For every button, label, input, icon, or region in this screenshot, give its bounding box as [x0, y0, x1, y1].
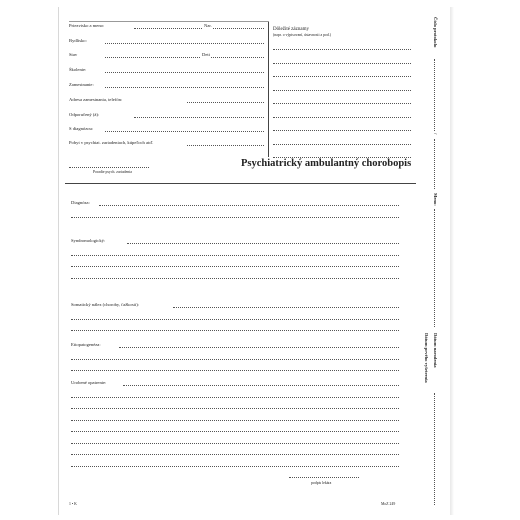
- side-label-protocol: Číslo protokolu: [433, 17, 438, 48]
- header-field-line[interactable]: [187, 102, 264, 103]
- header-field-label: Pobyt v psychiat. zariadeniach, kúpeľoch atď.: [69, 140, 154, 145]
- section-label: Urobené opatrenie:: [71, 380, 107, 385]
- notes-line[interactable]: [273, 49, 411, 50]
- section-line[interactable]: [71, 431, 399, 432]
- header-field-label: Školenie:: [69, 67, 87, 72]
- side-strip: [416, 7, 451, 515]
- header-divider: [268, 21, 269, 157]
- section-line[interactable]: [71, 255, 399, 256]
- notes-line[interactable]: [273, 117, 411, 118]
- side-label-first-exam: Dátum prvého vyšetrenia: [424, 333, 429, 383]
- section-line[interactable]: [71, 370, 399, 371]
- side-line-birth: [434, 393, 435, 505]
- signature-caption: podpis lekára: [311, 481, 332, 485]
- side-line-name: [434, 209, 435, 327]
- notes-line[interactable]: [273, 144, 411, 145]
- header-field-label: Odporučený (á):: [69, 112, 100, 117]
- footer-right: MoZ 249: [381, 502, 396, 506]
- header-field-line[interactable]: [105, 57, 264, 58]
- header-field-line[interactable]: [105, 43, 264, 44]
- header-field-label: Priezvisko a meno:: [69, 23, 105, 28]
- notes-line[interactable]: [273, 130, 411, 131]
- page-edge-shadow: [450, 7, 454, 515]
- section-line[interactable]: [71, 408, 399, 409]
- header-field-line[interactable]: [187, 145, 264, 146]
- section-line[interactable]: [71, 217, 399, 218]
- header-field-line[interactable]: [134, 28, 264, 29]
- notes-line[interactable]: [273, 90, 411, 91]
- section-line[interactable]: [119, 347, 399, 348]
- header-field-label: Stav: [69, 52, 78, 57]
- section-line[interactable]: [123, 385, 399, 386]
- notes-line[interactable]: [273, 76, 411, 77]
- section-label: Syndromologický:: [71, 238, 106, 243]
- section-label: Etiopatogenéza:: [71, 342, 101, 347]
- notes-title: Dôležité záznamy: [273, 27, 309, 32]
- side-label-birth: Dátum narodenia: [433, 333, 438, 368]
- side-line-protocol-2: [434, 139, 435, 189]
- header-field-label: Zamestnanie:: [69, 82, 94, 87]
- header-field-line[interactable]: [105, 131, 264, 132]
- record-number-caption: Poradie psych. zariadenia: [93, 170, 132, 174]
- form-sheet: [58, 7, 418, 515]
- section-line[interactable]: [99, 205, 399, 206]
- section-line[interactable]: [71, 454, 399, 455]
- footer-left: 1 • K: [69, 502, 77, 506]
- section-label: Somatický nález (choroby, ťažkosti):: [71, 302, 139, 307]
- side-line-protocol: [434, 59, 435, 131]
- header-top-rule: [69, 21, 269, 22]
- header-field-label: Bydlisko:: [69, 38, 87, 43]
- section-line[interactable]: [71, 266, 399, 267]
- section-line[interactable]: [71, 319, 399, 320]
- notes-line[interactable]: [273, 103, 411, 104]
- notes-line[interactable]: [273, 63, 411, 64]
- section-line[interactable]: [71, 330, 399, 331]
- section-label: Diagnóza:: [71, 200, 90, 205]
- side-separator: /: [433, 133, 438, 135]
- section-line[interactable]: [173, 307, 399, 308]
- title-rule: [65, 183, 417, 184]
- section-line[interactable]: [71, 278, 399, 279]
- side-label-name: Meno:: [433, 193, 438, 206]
- header-field-label: Adresa zamestnania, telefón:: [69, 97, 123, 102]
- header-field-line[interactable]: [105, 72, 264, 73]
- header-field-line[interactable]: [134, 117, 264, 118]
- section-line[interactable]: [71, 359, 399, 360]
- header-field-line[interactable]: [105, 87, 264, 88]
- header-field-label: S diagnózou:: [69, 126, 94, 131]
- section-line[interactable]: [127, 243, 399, 244]
- form-title: Psychiatrický ambulantný chorobopis: [241, 158, 412, 169]
- record-number-line: [69, 167, 149, 168]
- section-line[interactable]: [71, 443, 399, 444]
- header-field-extra-label: Deti: [202, 52, 210, 57]
- section-line[interactable]: [71, 466, 399, 467]
- notes-subtitle: (napr. o výpisovaní, ústavnosti a pod.): [273, 33, 332, 37]
- section-line[interactable]: [71, 397, 399, 398]
- signature-line: [289, 477, 359, 478]
- section-line[interactable]: [71, 420, 399, 421]
- header-field-extra-label: Nar.: [204, 23, 212, 28]
